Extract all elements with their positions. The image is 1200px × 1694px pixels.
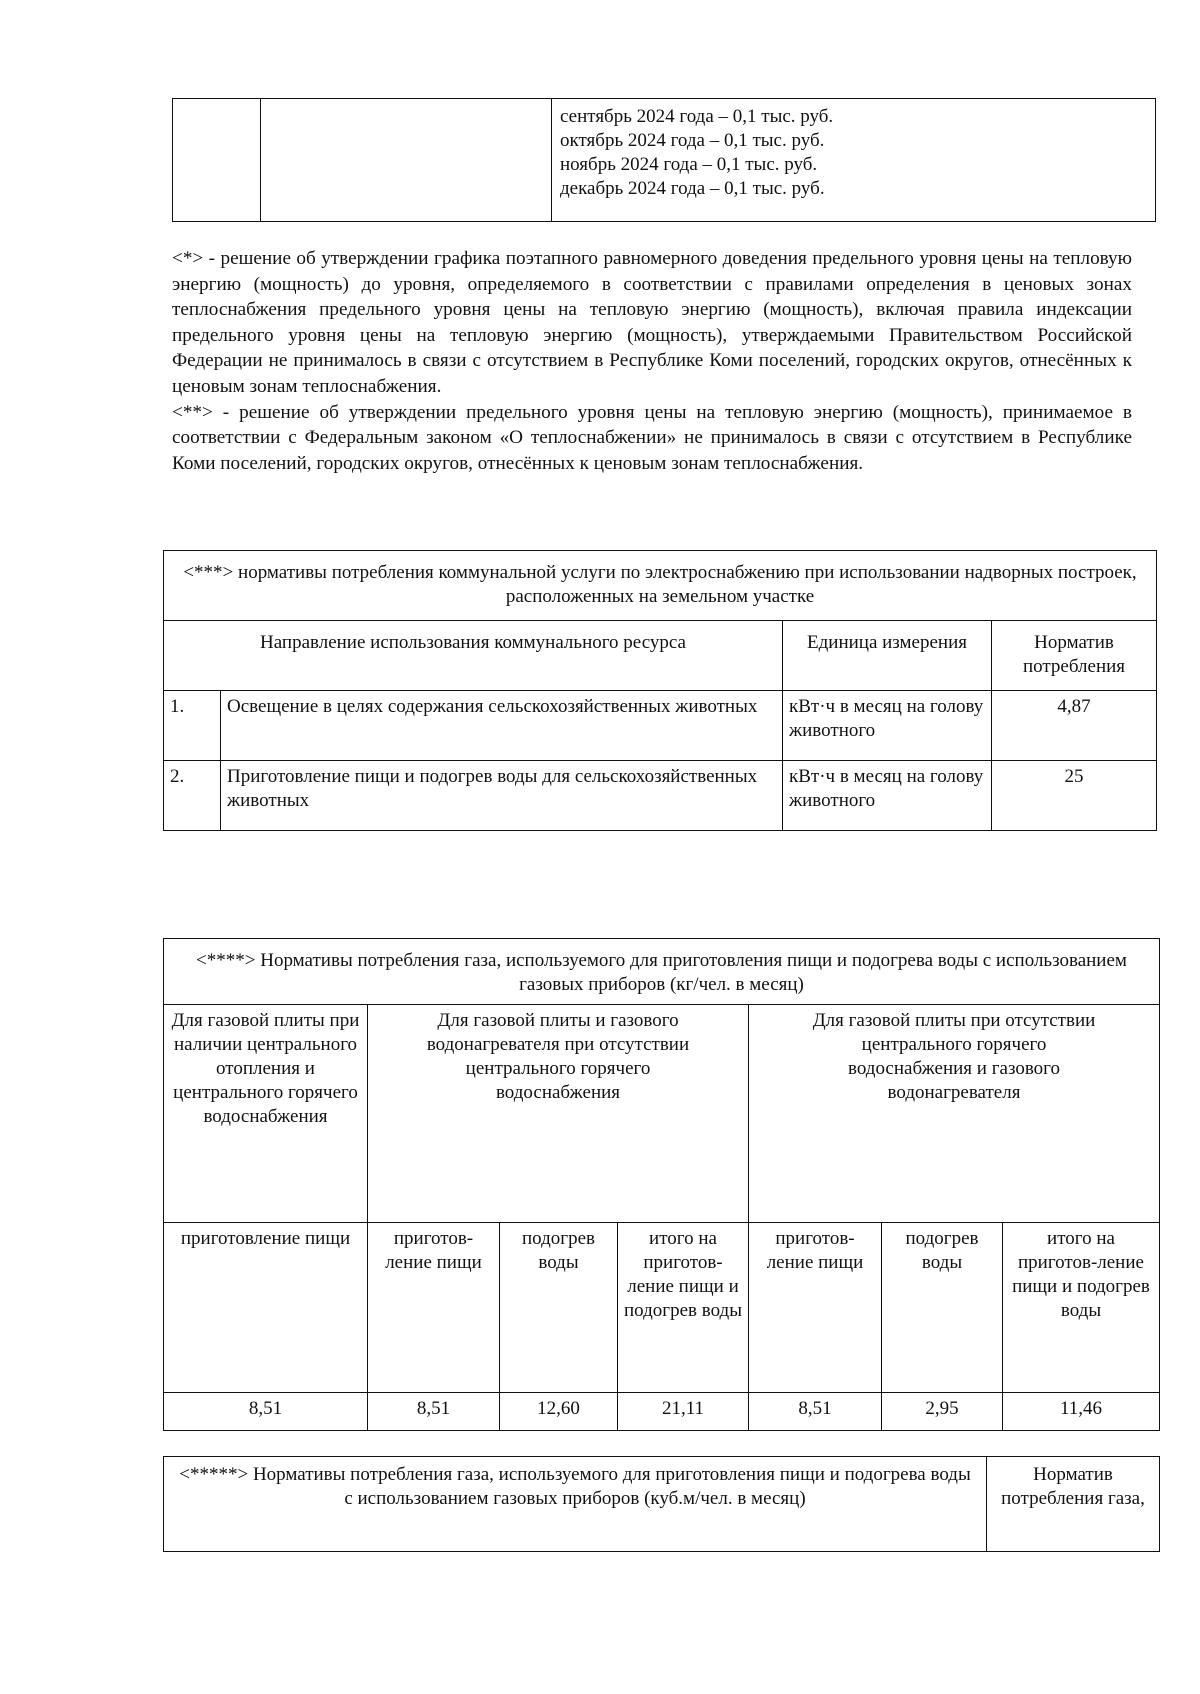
gas-m3-table-title: <*****> Нормативы потребления газа, используемого для приготовления пищи и подогрева воды с использованием газовых приборов (куб.м/чел. в месяц) [164, 1457, 987, 1552]
g2-total-header: итого на приготов-ление пищи и подогрев воды [618, 1223, 749, 1393]
value-cell: 11,46 [1003, 1393, 1160, 1431]
row-direction: Приготовление пищи и подогрев воды для сельскохозяйственных животных [221, 761, 783, 831]
g2-cooking-header: приготов-ление пищи [368, 1223, 500, 1393]
norm-header: Норматив потребления газа, [987, 1457, 1160, 1552]
value-cell: 8,51 [164, 1393, 368, 1431]
month-line: ноябрь 2024 года – 0,1 тыс. руб. [560, 154, 818, 175]
gas-kg-norms-table [163, 938, 1160, 1431]
row-norm: 25 [992, 761, 1157, 831]
col-norm-header: Норматив потребления [992, 621, 1157, 691]
top-table-cell-1 [173, 99, 261, 222]
note-1: <*> - решение об утверждении графика поэтапного равномерного доведения предельного уровня цены на тепловую энергию (мощность) до уровня, определяемого в соответствии с правилами определения в ценовых зонах теплоснабжения предельного уровня цены на тепловую энергию (мощность), включая правила индексации предельного уровня цены на тепловую энергию (мощность), утверждаемыми Правительством Российской Федерации не принималось в связи с отсутствием в Республике Коми поселений, городских округов, отнесённых к ценовым зонам теплоснабжения. [172, 248, 1132, 397]
month-line: октябрь 2024 года – 0,1 тыс. руб. [560, 130, 825, 151]
electricity-table-title: <***> нормативы потребления коммунальной услуги по электроснабжению при использовании надворных построек, расположенных на земельном участке [164, 551, 1157, 621]
g3-heating-header: подогрев воды [882, 1223, 1003, 1393]
table-row [164, 691, 1157, 761]
g3-cooking-header: приготов-ление пищи [749, 1223, 882, 1393]
row-unit: кВт·ч в месяц на голову животного [783, 691, 992, 761]
row-number: 1. [164, 691, 221, 761]
value-cell: 21,11 [618, 1393, 749, 1431]
value-cell: 12,60 [500, 1393, 618, 1431]
table-row [164, 761, 1157, 831]
value-cell: 2,95 [882, 1393, 1003, 1431]
g1-cooking-header: приготовление пищи [164, 1223, 368, 1393]
top-table-months-cell [552, 99, 1156, 222]
gas-m3-norms-table [163, 1456, 1160, 1552]
month-line: сентябрь 2024 года – 0,1 тыс. руб. [560, 106, 834, 127]
col-unit-header: Единица измерения [783, 621, 992, 691]
month-line: декабрь 2024 года – 0,1 тыс. руб. [560, 178, 825, 199]
row-number: 2. [164, 761, 221, 831]
g2-heating-header: подогрев воды [500, 1223, 618, 1393]
value-cell: 8,51 [749, 1393, 882, 1431]
group-1-header: Для газовой плиты при наличии центрального отопления и центрального горячего водоснабжения [164, 1005, 368, 1223]
top-table-cell-2 [261, 99, 552, 222]
top-table [172, 98, 1156, 222]
group-2-header: Для газовой плиты и газового водонагревателя при отсутствии центрального горячего водоснабжения [368, 1005, 749, 1223]
footnotes [172, 246, 1132, 476]
electricity-norms-table [163, 550, 1157, 831]
row-direction: Освещение в целях содержания сельскохозяйственных животных [221, 691, 783, 761]
g3-total-header: итого на приготов-ление пищи и подогрев воды [1003, 1223, 1160, 1393]
row-norm: 4,87 [992, 691, 1157, 761]
col-direction-header: Направление использования коммунального ресурса [164, 621, 783, 691]
value-cell: 8,51 [368, 1393, 500, 1431]
group-3-header: Для газовой плиты при отсутствии центрального горячего водоснабжения и газового водонагревателя [749, 1005, 1160, 1223]
gas-kg-table-title: <****> Нормативы потребления газа, используемого для приготовления пищи и подогрева воды с использованием газовых приборов (кг/чел. в месяц) [164, 939, 1160, 1005]
row-unit: кВт·ч в месяц на голову животного [783, 761, 992, 831]
table-row [164, 1393, 1160, 1431]
note-2: <**> - решение об утверждении предельного уровня цены на тепловую энергию (мощность), принимаемое в соответствии с Федеральным законом «О теплоснабжении» не принималось в связи с отсутствием в Республике Коми поселений, городских округов, отнесённых к ценовым зонам теплоснабжения. [172, 401, 1132, 474]
